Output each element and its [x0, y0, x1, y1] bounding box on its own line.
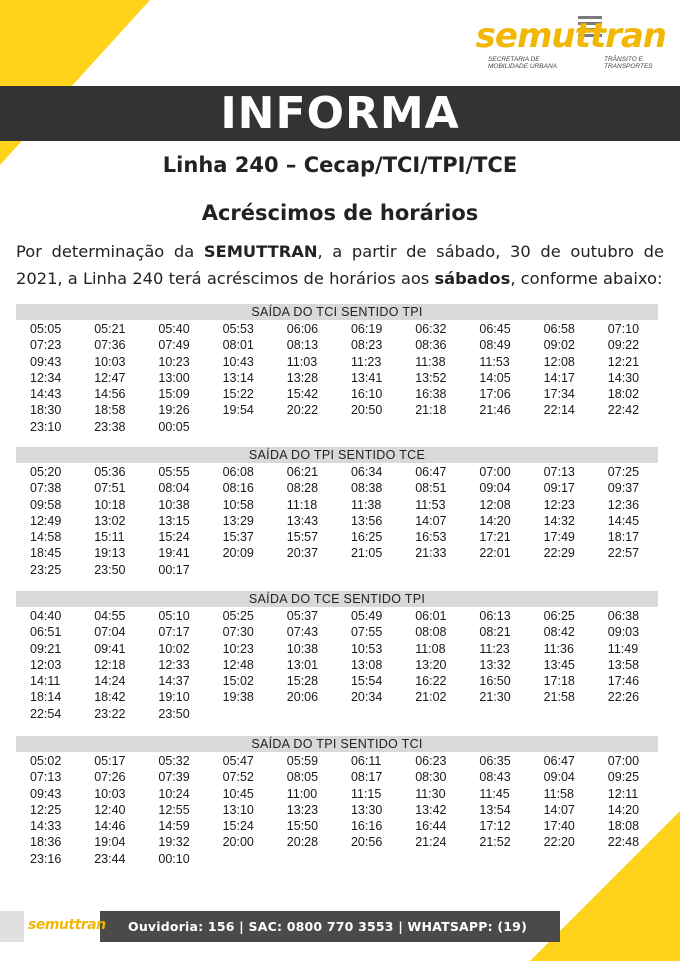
departure-time: 14:20 — [479, 513, 511, 528]
departure-time: 11:00 — [286, 786, 318, 801]
departure-time: 06:32 — [415, 322, 447, 336]
departure-time: 06:21 — [286, 465, 319, 479]
departure-time: 06:06 — [286, 322, 319, 336]
departure-time: 11:38 — [415, 354, 446, 369]
departure-time: 12:55 — [158, 802, 190, 817]
schedule-section — [16, 447, 658, 578]
departure-time: 13:54 — [479, 802, 511, 817]
departure-time: 06:58 — [543, 322, 575, 336]
departure-time: 23:50 — [94, 562, 126, 577]
departure-time: 19:13 — [94, 546, 126, 561]
footer-logo-bar — [0, 911, 24, 942]
departure-time: 19:10 — [158, 690, 190, 705]
departure-time: 16:53 — [415, 530, 447, 545]
departure-time: 12:40 — [94, 802, 126, 817]
departure-time: 22:14 — [543, 403, 575, 418]
departure-time: 12:33 — [158, 657, 190, 672]
departure-time: 14:05 — [479, 370, 511, 385]
departure-time: 11:53 — [479, 354, 510, 369]
departure-time: 07:25 — [607, 465, 640, 479]
departure-time: 13:43 — [286, 513, 319, 528]
departure-time: 18:30 — [30, 403, 62, 418]
departure-time: 10:53 — [350, 641, 383, 656]
departure-time: 21:33 — [415, 546, 447, 561]
departure-time: 06:11 — [350, 754, 382, 768]
departure-time: 14:32 — [543, 513, 575, 528]
departure-time: 15:24 — [222, 819, 254, 834]
departure-time: 00:17 — [158, 562, 190, 577]
departure-time: 07:04 — [94, 625, 126, 640]
departure-time: 14:17 — [543, 370, 575, 385]
departure-time: 20:50 — [350, 403, 383, 418]
departure-time: 06:45 — [479, 322, 511, 336]
departure-time: 08:43 — [479, 770, 511, 785]
departure-time: 05:36 — [94, 465, 126, 479]
departure-time: 23:50 — [158, 706, 190, 721]
page-subtitle: Acréscimos de horários — [201, 201, 479, 225]
departure-time: 06:47 — [543, 754, 575, 768]
banner-title: INFORMA — [220, 88, 460, 139]
intro-text-3: , conforme abaixo: — [510, 269, 663, 288]
departure-time: 14:07 — [415, 513, 447, 528]
departure-time: 07:38 — [30, 481, 62, 496]
departure-time: 08:28 — [286, 481, 319, 496]
departure-time: 05:02 — [30, 754, 62, 768]
departure-time: 08:38 — [350, 481, 383, 496]
departure-time: 06:01 — [415, 609, 447, 623]
departure-time: 21:05 — [350, 546, 383, 561]
logo-subtitle-1: SECRETARIA DE — [488, 56, 540, 63]
departure-time: 17:06 — [479, 387, 511, 402]
departure-time: 17:12 — [479, 819, 511, 834]
departure-time: 13:14 — [222, 370, 254, 385]
departure-time: 09:04 — [543, 770, 575, 785]
departure-time: 12:23 — [543, 497, 575, 512]
departure-time: 20:22 — [286, 403, 319, 418]
departure-time: 21:30 — [479, 690, 511, 705]
intro-text-1: Por determinação da — [16, 242, 204, 261]
departure-time: 06:38 — [607, 609, 640, 623]
departure-time: 10:43 — [222, 354, 254, 369]
departure-time: 07:36 — [94, 338, 126, 353]
departure-time: 15:50 — [286, 819, 319, 834]
departure-time: 05:37 — [286, 609, 319, 623]
departure-time: 07:49 — [158, 338, 190, 353]
departure-time: 13:01 — [286, 657, 319, 672]
departure-time: 21:46 — [479, 403, 511, 418]
departure-time: 13:02 — [94, 513, 126, 528]
departure-time: 05:47 — [222, 754, 254, 768]
departure-time: 08:01 — [222, 338, 254, 353]
departure-time: 06:34 — [350, 465, 383, 479]
departure-time: 20:34 — [350, 690, 383, 705]
departure-time: 19:26 — [158, 403, 190, 418]
departure-time: 11:23 — [479, 641, 510, 656]
departure-time: 14:58 — [30, 530, 62, 545]
departure-time: 11:45 — [479, 786, 510, 801]
departure-time: 05:21 — [94, 322, 126, 336]
departure-time: 20:00 — [222, 835, 254, 850]
departure-time: 10:24 — [158, 786, 190, 801]
departure-time: 07:52 — [222, 770, 254, 785]
departure-time: 23:10 — [30, 419, 62, 434]
departure-time: 08:42 — [543, 625, 575, 640]
departure-time: 06:23 — [415, 754, 447, 768]
departure-time: 10:38 — [286, 641, 319, 656]
departure-time: 10:03 — [94, 354, 126, 369]
departure-time: 07:10 — [607, 322, 640, 336]
departure-time: 12:08 — [479, 497, 511, 512]
departure-time: 12:03 — [30, 657, 62, 672]
departure-time: 13:52 — [415, 370, 447, 385]
departure-time: 08:05 — [286, 770, 319, 785]
departure-time: 17:40 — [543, 819, 575, 834]
logo-subtitle-2: MOBILIDADE URBANA — [488, 63, 557, 70]
departure-time: 06:19 — [350, 322, 383, 336]
schedule-section — [16, 591, 658, 722]
departure-time: 10:23 — [222, 641, 254, 656]
section-header: SAÍDA DO TPI SENTIDO TCE — [16, 447, 658, 463]
departure-time: 13:42 — [415, 802, 447, 817]
departure-time: 19:04 — [94, 835, 126, 850]
departure-time: 15:28 — [286, 674, 319, 689]
departure-time: 15:02 — [222, 674, 254, 689]
departure-time: 04:40 — [30, 609, 62, 623]
departure-time: 12:21 — [607, 354, 640, 369]
departure-time: 05:49 — [350, 609, 383, 623]
departure-time: 14:43 — [30, 387, 62, 402]
departure-time: 15:37 — [222, 530, 254, 545]
departure-time: 07:23 — [30, 338, 62, 353]
logo-subtitle-4: TRANSPORTES — [604, 63, 653, 70]
departure-time: 13:28 — [286, 370, 319, 385]
departure-time: 06:13 — [479, 609, 511, 623]
departure-time: 08:04 — [158, 481, 190, 496]
departure-time: 18:45 — [30, 546, 62, 561]
departure-time: 16:50 — [479, 674, 511, 689]
semuttran-logo — [476, 16, 666, 76]
departure-time: 09:04 — [479, 481, 511, 496]
departure-time: 07:00 — [479, 465, 511, 479]
departure-time: 18:08 — [607, 819, 640, 834]
departure-time: 09:21 — [30, 641, 62, 656]
departure-time: 08:08 — [415, 625, 447, 640]
logo-subtitle-3: TRÂNSITO E — [604, 56, 643, 63]
departure-time: 15:24 — [158, 530, 190, 545]
departure-time: 14:45 — [607, 513, 640, 528]
contact-info: Ouvidoria: 156 | SAC: 0800 770 3553 | WHATSAPP: (19) 98284-2775 — [128, 919, 527, 965]
departure-time: 22:42 — [607, 403, 640, 418]
departure-time: 18:02 — [607, 387, 640, 402]
departure-time: 13:30 — [350, 802, 383, 817]
departure-time: 07:30 — [222, 625, 254, 640]
departure-time: 20:56 — [350, 835, 383, 850]
departure-time: 08:36 — [415, 338, 447, 353]
departure-time: 11:53 — [415, 497, 446, 512]
departure-time: 11:38 — [350, 497, 382, 512]
departure-time: 10:23 — [158, 354, 190, 369]
departure-time: 16:22 — [415, 674, 447, 689]
informa-banner — [0, 86, 680, 141]
departure-time: 13:58 — [607, 657, 640, 672]
departure-time: 13:45 — [543, 657, 575, 672]
departure-time: 13:08 — [350, 657, 383, 672]
departure-time: 00:05 — [158, 419, 190, 434]
departure-time: 16:25 — [350, 530, 383, 545]
departure-time: 07:51 — [94, 481, 126, 496]
departure-time: 14:30 — [607, 370, 640, 385]
departure-time: 18:36 — [30, 835, 62, 850]
departure-time: 06:35 — [479, 754, 511, 768]
departure-time: 11:15 — [350, 786, 382, 801]
departure-time: 14:56 — [94, 387, 126, 402]
departure-time: 12:47 — [94, 370, 126, 385]
departure-time: 12:48 — [222, 657, 254, 672]
departure-time: 16:16 — [350, 819, 383, 834]
departure-time: 07:13 — [30, 770, 62, 785]
departure-time: 13:20 — [415, 657, 447, 672]
departure-time: 09:58 — [30, 497, 62, 512]
departure-time: 09:17 — [543, 481, 575, 496]
departure-time: 13:10 — [222, 802, 254, 817]
departure-time: 13:23 — [286, 802, 319, 817]
departure-time: 12:34 — [30, 370, 62, 385]
section-header: SAÍDA DO TPI SENTIDO TCI — [16, 736, 658, 752]
intro-bold-agency: SEMUTTRAN — [203, 242, 318, 261]
departure-time: 12:36 — [607, 497, 640, 512]
departure-time: 07:17 — [158, 625, 190, 640]
departure-time: 08:13 — [286, 338, 319, 353]
departure-time: 07:13 — [543, 465, 575, 479]
intro-text-2: , a partir de sábado, 30 de outubro de 2021, a Linha 240 terá acréscimos de horários aos — [16, 242, 664, 288]
departure-time: 12:08 — [543, 354, 575, 369]
intro-bold-saturdays: sábados — [434, 269, 511, 288]
departure-time: 15:22 — [222, 387, 254, 402]
departure-time: 21:18 — [415, 403, 447, 418]
departure-time: 07:43 — [286, 625, 319, 640]
departure-time: 20:37 — [286, 546, 319, 561]
departure-time: 08:17 — [350, 770, 383, 785]
departure-time: 15:09 — [158, 387, 190, 402]
departure-time: 19:54 — [222, 403, 254, 418]
departure-time: 11:30 — [415, 786, 446, 801]
departure-time: 07:26 — [94, 770, 126, 785]
departure-time: 07:00 — [607, 754, 640, 768]
departure-time: 07:39 — [158, 770, 190, 785]
departure-time: 15:11 — [94, 530, 125, 545]
departure-time: 05:05 — [30, 322, 62, 336]
departure-time: 12:49 — [30, 513, 62, 528]
departure-time: 09:41 — [94, 641, 126, 656]
departure-time: 21:24 — [415, 835, 447, 850]
departure-time: 09:43 — [30, 354, 62, 369]
departure-time: 16:38 — [415, 387, 447, 402]
page-title: Linha 240 – Cecap/TCI/TPI/TCE — [162, 153, 518, 177]
section-header: SAÍDA DO TCI SENTIDO TPI — [16, 304, 658, 320]
departure-time: 15:42 — [286, 387, 319, 402]
departure-time: 18:17 — [607, 530, 640, 545]
departure-time: 18:58 — [94, 403, 126, 418]
departure-time: 17:46 — [607, 674, 640, 689]
departure-time: 17:34 — [543, 387, 575, 402]
departure-time: 05:55 — [158, 465, 190, 479]
departure-time: 06:08 — [222, 465, 254, 479]
departure-time: 10:38 — [158, 497, 190, 512]
departure-time: 11:58 — [543, 786, 574, 801]
departure-time: 22:20 — [543, 835, 575, 850]
departure-time: 05:17 — [94, 754, 126, 768]
departure-time: 08:23 — [350, 338, 383, 353]
departure-time: 22:01 — [479, 546, 511, 561]
departure-time: 17:49 — [543, 530, 575, 545]
departure-time: 16:44 — [415, 819, 447, 834]
departure-time: 10:02 — [158, 641, 190, 656]
departure-time: 00:10 — [158, 851, 190, 866]
departure-time: 22:54 — [30, 706, 62, 721]
departure-time: 23:25 — [30, 562, 62, 577]
departure-time: 08:21 — [479, 625, 511, 640]
departure-time: 04:55 — [94, 609, 126, 623]
time-grid — [16, 608, 658, 722]
departure-time: 10:18 — [94, 497, 126, 512]
departure-time: 17:18 — [543, 674, 575, 689]
contact-footer — [0, 911, 560, 965]
departure-time: 09:02 — [543, 338, 575, 353]
time-grid — [16, 464, 658, 578]
departure-time: 13:29 — [222, 513, 254, 528]
departure-time: 09:37 — [607, 481, 640, 496]
departure-time: 13:15 — [158, 513, 190, 528]
departure-time: 10:45 — [222, 786, 254, 801]
departure-time: 08:49 — [479, 338, 511, 353]
time-grid — [16, 753, 658, 867]
departure-time: 12:25 — [30, 802, 62, 817]
departure-time: 09:25 — [607, 770, 640, 785]
departure-time: 23:16 — [30, 851, 62, 866]
departure-time: 06:25 — [543, 609, 575, 623]
departure-time: 19:32 — [158, 835, 190, 850]
departure-time: 16:10 — [350, 387, 383, 402]
departure-time: 06:47 — [415, 465, 447, 479]
departure-time: 18:42 — [94, 690, 126, 705]
departure-time: 10:03 — [94, 786, 126, 801]
departure-time: 11:18 — [286, 497, 318, 512]
footer-logo-wordmark: semuttran — [28, 917, 106, 933]
departure-time: 14:33 — [30, 819, 62, 834]
departure-time: 14:20 — [607, 802, 640, 817]
departure-time: 05:40 — [158, 322, 190, 336]
section-header: SAÍDA DO TCE SENTIDO TPI — [16, 591, 658, 607]
departure-time: 14:07 — [543, 802, 575, 817]
departure-time: 23:22 — [94, 706, 126, 721]
departure-time: 11:08 — [415, 641, 446, 656]
footer-logo — [0, 911, 106, 942]
departure-time: 15:54 — [350, 674, 383, 689]
departure-time: 06:51 — [30, 625, 62, 640]
departure-time: 13:32 — [479, 657, 511, 672]
departure-time: 05:10 — [158, 609, 190, 623]
departure-time: 05:20 — [30, 465, 62, 479]
departure-time: 21:52 — [479, 835, 511, 850]
departure-time: 21:58 — [543, 690, 575, 705]
departure-time: 14:59 — [158, 819, 190, 834]
departure-time: 14:37 — [158, 674, 190, 689]
departure-time: 08:51 — [415, 481, 447, 496]
departure-time: 19:38 — [222, 690, 254, 705]
departure-time: 11:36 — [543, 641, 574, 656]
departure-time: 10:58 — [222, 497, 254, 512]
departure-time: 17:21 — [479, 530, 511, 545]
departure-time: 12:11 — [607, 786, 639, 801]
departure-time: 20:06 — [286, 690, 319, 705]
departure-time: 11:03 — [286, 354, 318, 369]
departure-time: 15:57 — [286, 530, 319, 545]
departure-time: 11:23 — [350, 354, 382, 369]
departure-time: 21:02 — [415, 690, 447, 705]
departure-time: 13:56 — [350, 513, 383, 528]
intro-paragraph — [16, 238, 664, 292]
departure-time: 12:18 — [94, 657, 126, 672]
departure-time: 22:48 — [607, 835, 640, 850]
departure-time: 13:41 — [350, 370, 383, 385]
departure-time: 14:11 — [30, 674, 61, 689]
departure-time: 20:28 — [286, 835, 319, 850]
departure-time: 08:30 — [415, 770, 447, 785]
departure-time: 22:29 — [543, 546, 575, 561]
schedule-section — [16, 304, 658, 435]
departure-time: 09:43 — [30, 786, 62, 801]
departure-time: 08:16 — [222, 481, 254, 496]
departure-time: 05:25 — [222, 609, 254, 623]
departure-time: 09:03 — [607, 625, 640, 640]
departure-time: 19:41 — [158, 546, 190, 561]
departure-time: 14:46 — [94, 819, 126, 834]
departure-time: 23:44 — [94, 851, 126, 866]
departure-time: 13:00 — [158, 370, 190, 385]
departure-time: 20:09 — [222, 546, 254, 561]
departure-time: 18:14 — [30, 690, 62, 705]
logo-wordmark: semuttran — [475, 16, 666, 56]
departure-time: 09:22 — [607, 338, 640, 353]
departure-time: 14:24 — [94, 674, 126, 689]
departure-time: 05:53 — [222, 322, 254, 336]
departure-time: 22:26 — [607, 690, 640, 705]
time-grid — [16, 321, 658, 435]
departure-time: 11:49 — [607, 641, 639, 656]
departure-time: 05:59 — [286, 754, 319, 768]
departure-time: 22:57 — [607, 546, 640, 561]
departure-time: 23:38 — [94, 419, 126, 434]
departure-time: 05:32 — [158, 754, 190, 768]
departure-time: 07:55 — [350, 625, 383, 640]
schedule-section — [16, 736, 658, 867]
